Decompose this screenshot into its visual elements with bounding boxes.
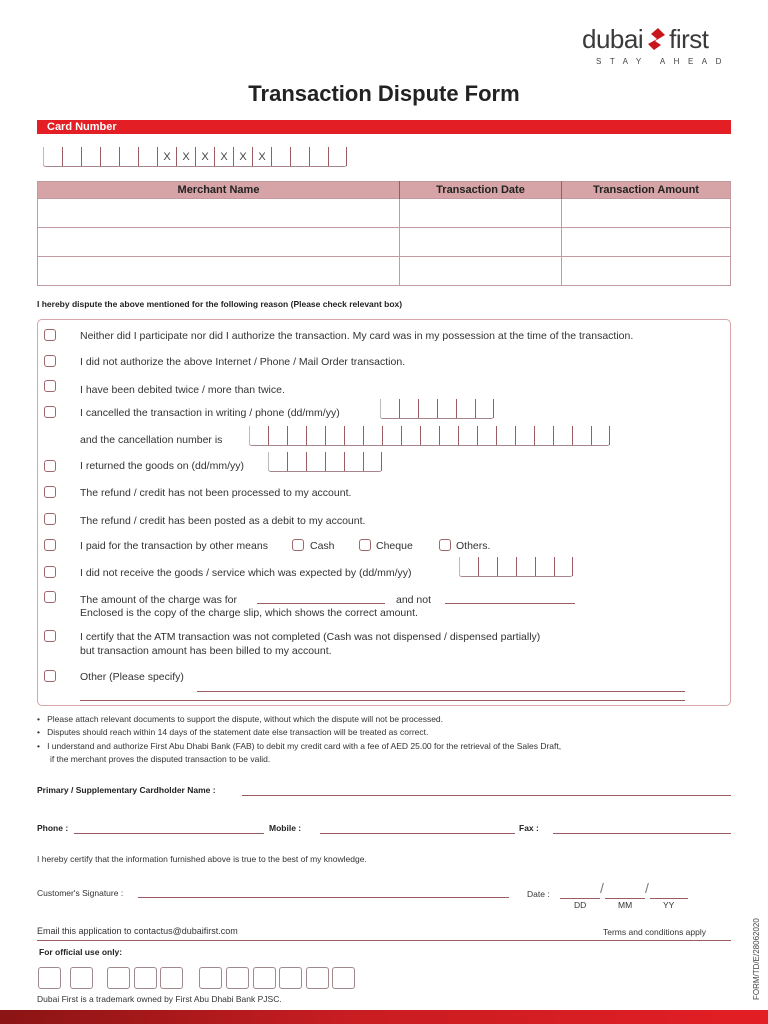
reason-text: The refund / credit has been posted as a debit to my account.	[80, 515, 366, 527]
signature-field[interactable]	[138, 897, 509, 898]
reason-text: I did not receive the goods / service which was expected by (dd/mm/yy)	[80, 567, 412, 579]
reason-checkbox[interactable]	[44, 539, 56, 551]
digit-cell[interactable]	[325, 426, 344, 445]
trademark-text: Dubai First is a trademark owned by First Abu Dhabi Bank PJSC.	[37, 994, 282, 1004]
reason-text: I cancelled the transaction in writing / phone (dd/mm/yy)	[80, 407, 340, 419]
phone-label: Phone :	[37, 823, 69, 833]
reason-checkbox[interactable]	[44, 566, 56, 578]
fax-label: Fax :	[519, 823, 539, 833]
digit-cell[interactable]	[591, 426, 610, 445]
digit-cell[interactable]	[363, 452, 382, 471]
reason-text: I did not authorize the above Internet / Phone / Mail Order transaction.	[80, 356, 406, 368]
table-row	[38, 199, 731, 228]
digit-cell[interactable]	[553, 426, 572, 445]
date-mm-field[interactable]	[605, 898, 645, 899]
certify-text: I hereby certify that the information furnished above is true to the best of my knowledge.	[37, 854, 367, 864]
digit-cell[interactable]	[119, 147, 138, 166]
digit-cell[interactable]	[306, 426, 325, 445]
digit-cell[interactable]: X	[233, 147, 252, 166]
digit-cell[interactable]	[554, 557, 573, 576]
digit-cell[interactable]	[399, 399, 418, 418]
official-box[interactable]	[253, 967, 276, 989]
amount-cell[interactable]	[562, 199, 731, 228]
cheque-label: Cheque	[376, 540, 413, 552]
other-specify-field-2[interactable]	[80, 700, 685, 701]
phone-field[interactable]	[74, 833, 264, 834]
email-instruction: Email this application to contactus@dubaifirst.com	[37, 926, 238, 936]
fax-field[interactable]	[553, 833, 731, 834]
digit-cell[interactable]	[496, 426, 515, 445]
logo-text-left: dubai	[582, 24, 644, 54]
official-box[interactable]	[199, 967, 222, 989]
digit-cell[interactable]	[344, 452, 363, 471]
official-box[interactable]	[306, 967, 329, 989]
digit-cell[interactable]	[268, 452, 287, 471]
cash-label: Cash	[310, 540, 335, 552]
reason-checkbox[interactable]	[44, 486, 56, 498]
digit-cell[interactable]: X	[214, 147, 233, 166]
others-checkbox[interactable]	[439, 539, 451, 551]
digit-cell[interactable]: X	[176, 147, 195, 166]
digit-cell[interactable]	[328, 147, 347, 166]
digit-cell[interactable]	[100, 147, 119, 166]
transaction-table	[37, 181, 731, 286]
digit-cell[interactable]	[437, 399, 456, 418]
reason-checkbox[interactable]	[44, 355, 56, 367]
merchant-cell[interactable]	[38, 257, 400, 286]
cash-checkbox[interactable]	[292, 539, 304, 551]
correct-amount-field[interactable]	[445, 603, 575, 604]
dd-label: DD	[574, 900, 587, 910]
footer-bar	[0, 1010, 768, 1024]
official-box[interactable]	[279, 967, 302, 989]
amount-cell[interactable]	[562, 257, 731, 286]
reason-text: The amount of the charge was for	[80, 594, 238, 606]
reason-text: and the cancellation number is	[80, 434, 223, 446]
official-box[interactable]	[134, 967, 157, 989]
official-box[interactable]	[226, 967, 249, 989]
reason-checkbox[interactable]	[44, 591, 56, 603]
digit-cell[interactable]	[459, 557, 478, 576]
reason-text: Neither did I participate nor did I authorize the transaction. My card was in my possession at the time of the transaction.	[80, 330, 634, 342]
reason-checkbox[interactable]	[44, 380, 56, 392]
official-box[interactable]	[70, 967, 93, 989]
mm-label: MM	[618, 900, 633, 910]
date-cell[interactable]	[400, 228, 562, 257]
digit-cell[interactable]	[420, 426, 439, 445]
table-row	[38, 257, 731, 286]
official-box[interactable]	[160, 967, 183, 989]
digit-cell[interactable]	[458, 426, 477, 445]
reason-checkbox[interactable]	[44, 460, 56, 472]
note-text: if the merchant proves the disputed transaction to be valid.	[50, 754, 271, 764]
digit-cell[interactable]	[287, 452, 306, 471]
tagline: STAY AHEAD	[596, 57, 730, 66]
page-title: Transaction Dispute Form	[248, 81, 520, 106]
official-box[interactable]	[38, 967, 61, 989]
digit-cell[interactable]	[271, 147, 290, 166]
digit-cell[interactable]	[401, 426, 420, 445]
date-separator: /	[600, 880, 604, 896]
date-cell[interactable]	[400, 257, 562, 286]
digit-cell[interactable]	[287, 426, 306, 445]
card-number-label: Card Number	[37, 120, 731, 134]
official-use-label: For official use only:	[39, 947, 123, 957]
note-text: Disputes should reach within 14 days of the statement date else transaction will be treated as correct.	[47, 727, 429, 737]
digit-cell[interactable]	[43, 147, 62, 166]
note-text: Please attach relevant documents to support the dispute, without which the dispute will not be processed.	[47, 714, 444, 724]
note-item: • Disputes should reach within 14 days of the statement date else transaction will be treated as correct.	[37, 727, 429, 737]
digit-cell[interactable]	[380, 399, 399, 418]
reason-text: I returned the goods on (dd/mm/yy)	[80, 460, 244, 472]
reason-text: I paid for the transaction by other means	[80, 540, 268, 552]
cardholder-name-field[interactable]	[242, 795, 731, 796]
expected-date-field[interactable]	[459, 557, 573, 577]
digit-cell[interactable]	[268, 426, 287, 445]
cancel-date-field[interactable]	[380, 399, 494, 419]
digit-cell[interactable]	[138, 147, 157, 166]
reason-checkbox[interactable]	[44, 513, 56, 525]
reason-text: I certify that the ATM transaction was not completed (Cash was not dispensed / dispensed partially)	[80, 631, 541, 643]
note-item: • Please attach relevant documents to support the dispute, without which the dispute will not be processed.	[37, 714, 444, 724]
digit-cell[interactable]	[535, 557, 554, 576]
digit-cell[interactable]: X	[252, 147, 271, 166]
reason-text: Other (Please specify)	[80, 671, 184, 683]
digit-cell[interactable]	[290, 147, 309, 166]
cheque-checkbox[interactable]	[359, 539, 371, 551]
reason-checkbox[interactable]	[44, 630, 56, 642]
digit-cell[interactable]	[534, 426, 553, 445]
mobile-label: Mobile :	[269, 823, 302, 833]
merchant-cell[interactable]	[38, 199, 400, 228]
other-specify-field[interactable]	[197, 691, 685, 692]
merchant-cell[interactable]	[38, 228, 400, 257]
digit-cell[interactable]	[439, 426, 458, 445]
note-item: • I understand and authorize First Abu Dhabi Bank (FAB) to debit my credit card with a fee of AED 25.00 for the retrieval of the Sales Draft,	[37, 741, 562, 751]
others-label: Others.	[456, 540, 491, 552]
reason-text: but transaction amount has been billed to my account.	[80, 645, 332, 657]
table-row	[38, 228, 731, 257]
amount-cell[interactable]	[562, 228, 731, 257]
date-separator: /	[645, 880, 649, 896]
digit-cell[interactable]	[309, 147, 328, 166]
reason-checkbox[interactable]	[44, 329, 56, 341]
header-amount: Transaction Amount	[562, 182, 731, 199]
reason-checkbox[interactable]	[44, 406, 56, 418]
reason-text: and not	[396, 594, 432, 606]
digit-cell[interactable]	[249, 426, 268, 445]
yy-label: YY	[663, 900, 675, 910]
header-merchant: Merchant Name	[38, 182, 400, 199]
terms-text: Terms and conditions apply	[603, 927, 707, 937]
digit-cell[interactable]	[572, 426, 591, 445]
signature-label: Customer's Signature :	[37, 888, 124, 898]
digit-cell[interactable]	[382, 426, 401, 445]
digit-cell[interactable]	[325, 452, 344, 471]
digit-cell[interactable]	[344, 426, 363, 445]
date-label: Date :	[527, 889, 550, 899]
digit-cell[interactable]	[478, 557, 497, 576]
digit-cell[interactable]	[81, 147, 100, 166]
digit-cell[interactable]	[456, 399, 475, 418]
card-number-field[interactable]	[43, 147, 347, 167]
charge-amount-field[interactable]	[257, 603, 385, 604]
digit-cell[interactable]	[418, 399, 437, 418]
digit-cell[interactable]	[475, 399, 494, 418]
digit-cell[interactable]	[497, 557, 516, 576]
reason-text: I have been debited twice / more than twice.	[80, 384, 285, 396]
note-text: I understand and authorize First Abu Dhabi Bank (FAB) to debit my credit card with a fee of AED 25.00 for the retrieval of the Sales Draft,	[47, 741, 562, 751]
form-code: FORM/TD/E/28062020	[752, 918, 761, 1000]
reason-text: Enclosed is the copy of the charge slip, which shows the correct amount.	[80, 607, 418, 619]
date-dd-field[interactable]	[560, 898, 600, 899]
digit-cell[interactable]	[62, 147, 81, 166]
reason-text: The refund / credit has not been processed to my account.	[80, 487, 352, 499]
reasons-title: I hereby dispute the above mentioned for the following reason (Please check relevant box)	[37, 299, 403, 309]
reason-checkbox[interactable]	[44, 670, 56, 682]
digit-cell[interactable]: X	[195, 147, 214, 166]
logo	[582, 24, 709, 55]
digit-cell[interactable]	[515, 426, 534, 445]
official-box[interactable]	[332, 967, 355, 989]
cancellation-number-field[interactable]	[249, 426, 610, 446]
digit-cell[interactable]: X	[157, 147, 176, 166]
cardholder-name-label: Primary / Supplementary Cardholder Name :	[37, 785, 216, 795]
mobile-field[interactable]	[320, 833, 515, 834]
digit-cell[interactable]	[477, 426, 496, 445]
date-cell[interactable]	[400, 199, 562, 228]
official-box[interactable]	[107, 967, 130, 989]
logo-text-right: first	[669, 24, 709, 54]
return-date-field[interactable]	[268, 452, 382, 472]
divider	[37, 940, 731, 941]
header-date: Transaction Date	[400, 182, 562, 199]
digit-cell[interactable]	[516, 557, 535, 576]
logo-mark-icon	[646, 27, 666, 51]
date-yy-field[interactable]	[650, 898, 688, 899]
digit-cell[interactable]	[306, 452, 325, 471]
digit-cell[interactable]	[363, 426, 382, 445]
